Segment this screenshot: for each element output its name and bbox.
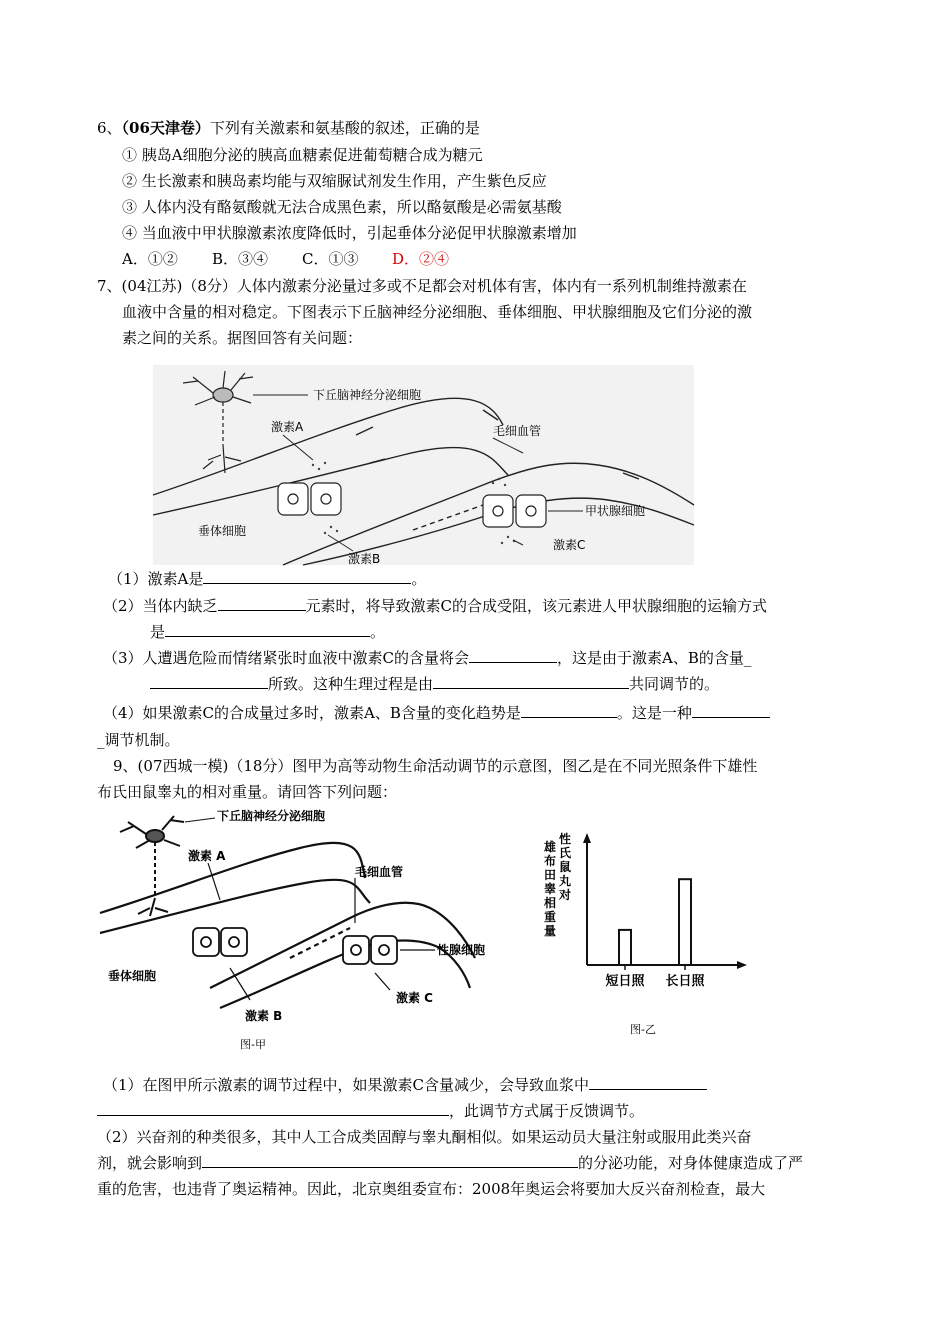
q7-figure <box>153 365 694 565</box>
q6-option-a: A．①② <box>122 250 178 268</box>
label-hormone-b: 激素B <box>348 552 381 566</box>
bar-long-day <box>679 879 691 965</box>
bar-short-day <box>619 930 631 965</box>
answer-blank[interactable] <box>203 569 411 584</box>
q6-item-1: ① 胰岛A细胞分泌的胰高血糖素促进葡萄糖合成为糖元 <box>122 146 483 164</box>
label-thyroid: 甲状腺细胞 <box>585 504 646 518</box>
q9-sub-1a: （1）在图甲所示激素的调节过程中，如果激素C含量减少，会导致血浆中 <box>103 1075 707 1095</box>
yi-y-arrow <box>583 833 591 843</box>
label-capillary: 毛细血管 <box>493 424 542 438</box>
q7-line-2: 血液中含量的相对稳定。下图表示下丘脑神经分泌细胞、垂体细胞、甲状腺细胞及它们分泌的激 <box>122 303 753 321</box>
label-hormone-a: 激素A <box>271 420 304 434</box>
q6-item-4: ④ 当血液中甲状腺激素浓度降低时，引起垂体分泌促甲状腺激素增加 <box>122 224 577 242</box>
q9-sub-2a: （2）兴奋剂的种类很多，其中人工合成类固醇与睾丸酮相似。如果运动员大量注射或服用此类兴奋 <box>97 1128 752 1146</box>
q7-sub-4a: （4）如果激素C的合成量过多时，激素A、B含量的变化趋势是 。这是一种 <box>103 703 770 723</box>
label-neuron: 下丘脑神经分泌细胞 <box>313 388 422 402</box>
q7-line-3: 素之间的关系。据图回答有关问题： <box>122 329 363 347</box>
q7-sub-3b: 所致。这种生理过程是由 共同调节的。 <box>150 674 719 694</box>
answer-blank[interactable] <box>97 1101 449 1116</box>
fig-jia-drawing <box>100 808 486 1053</box>
answer-blank[interactable] <box>165 622 370 637</box>
q6-option-d: D．②④ <box>392 250 450 268</box>
jia-gonad <box>343 936 397 964</box>
jia-label-gonad: 性腺细胞 <box>437 943 486 957</box>
q7-sub-2b: 是 。 <box>150 623 386 641</box>
x-tick-label: 短日照 <box>605 974 645 989</box>
jia-label-hormone-a: 激素 A <box>188 849 226 863</box>
answer-blank[interactable] <box>469 648 557 663</box>
fig-jia <box>100 808 486 1053</box>
fig-yi <box>535 832 765 1045</box>
answer-blank[interactable] <box>692 703 770 718</box>
q7-sub-3a: （3）人遭遇危险而情绪紧张时血液中激素C的含量将会 ，这是由于激素A、B的含量_ <box>103 649 752 667</box>
answer-blank[interactable] <box>202 1153 578 1168</box>
answer-blank[interactable] <box>589 1075 707 1090</box>
answer-blank[interactable] <box>218 596 306 611</box>
fig-yi-chart <box>535 832 765 1045</box>
jia-label-pituitary: 垂体细胞 <box>108 969 157 983</box>
q6-item-3: ③ 人体内没有酪氨酸就无法合成黑色素，所以酪氨酸是必需氨基酸 <box>122 198 562 216</box>
q6-item-2: ② 生长激素和胰岛素均能与双缩脲试剂发生作用，产生紫色反应 <box>122 172 547 190</box>
jia-label-hormone-b: 激素 B <box>245 1009 283 1023</box>
q7-sub-2a: （2）当体内缺乏 元素时，将导致激素C的合成受阻，该元素进人甲状腺细胞的运输方式 <box>103 597 768 615</box>
q9-sub-2c: 重的危害，也违背了奥运精神。因此，北京奥组委宣布：2008年奥运会将要加大反兴奋剂检查，最大 <box>97 1180 766 1198</box>
q6-options <box>122 249 449 269</box>
q9-sub-1b: ，此调节方式属于反馈调节。 <box>97 1101 644 1121</box>
q6-option-c: C．①③ <box>302 250 359 268</box>
jia-pituitary <box>193 928 247 956</box>
answer-blank[interactable] <box>521 703 617 718</box>
label-hormone-c: 激素C <box>553 538 586 552</box>
jia-capillary <box>100 843 475 1008</box>
q6-number: 6、 <box>97 119 122 137</box>
q7-figure-drawing <box>153 365 694 565</box>
q6-source: （06天津卷） <box>121 119 210 137</box>
q7-sub-4b: _调节机制。 <box>97 731 180 749</box>
neuron-shape <box>183 371 253 473</box>
answer-blank[interactable] <box>150 674 268 689</box>
label-pituitary: 垂体细胞 <box>198 524 247 538</box>
q9-line-2: 布氏田鼠睾丸的相对重量。请回答下列问题： <box>97 783 398 801</box>
answer-blank[interactable] <box>433 674 629 689</box>
pituitary-cells <box>278 483 341 515</box>
yi-caption: 图-乙 <box>630 1023 656 1036</box>
jia-caption: 图-甲 <box>240 1038 266 1051</box>
yi-ylabel-col2: 性氏鼠丸对 <box>559 832 572 902</box>
yi-ylabel-col1: 雄布田睾相重量 <box>544 840 557 938</box>
thyroid-cells <box>483 495 546 527</box>
q6-question: 下列有关激素和氨基酸的叙述，正确的是 <box>209 119 480 137</box>
q6-option-b: B．③④ <box>212 250 269 268</box>
jia-label-hormone-c: 激素 C <box>396 991 433 1005</box>
yi-x-arrow <box>737 961 747 969</box>
q7-line-1: 7、(04江苏)（8分）人体内激素分泌量过多或不足都会对机体有害，体内有一系列机制维持激素在 <box>97 277 747 295</box>
q7-sub-1: （1）激素A是 。 <box>108 570 427 588</box>
q9-sub-2b: 剂，就会影响到 的分泌功能，对身体健康造成了严 <box>97 1154 804 1172</box>
jia-label-neuron: 下丘脑神经分泌细胞 <box>217 809 326 823</box>
x-tick-label: 长日照 <box>665 974 705 989</box>
q9-line-1: 9、(07西城一模)（18分）图甲为高等动物生命活动调节的示意图，图乙是在不同光照条件下雄性 <box>113 757 758 775</box>
q6-stem <box>97 118 480 138</box>
yi-ylabel <box>544 831 572 938</box>
jia-label-capillary: 毛细血管 <box>355 865 404 879</box>
capillary-vessel <box>153 398 694 565</box>
